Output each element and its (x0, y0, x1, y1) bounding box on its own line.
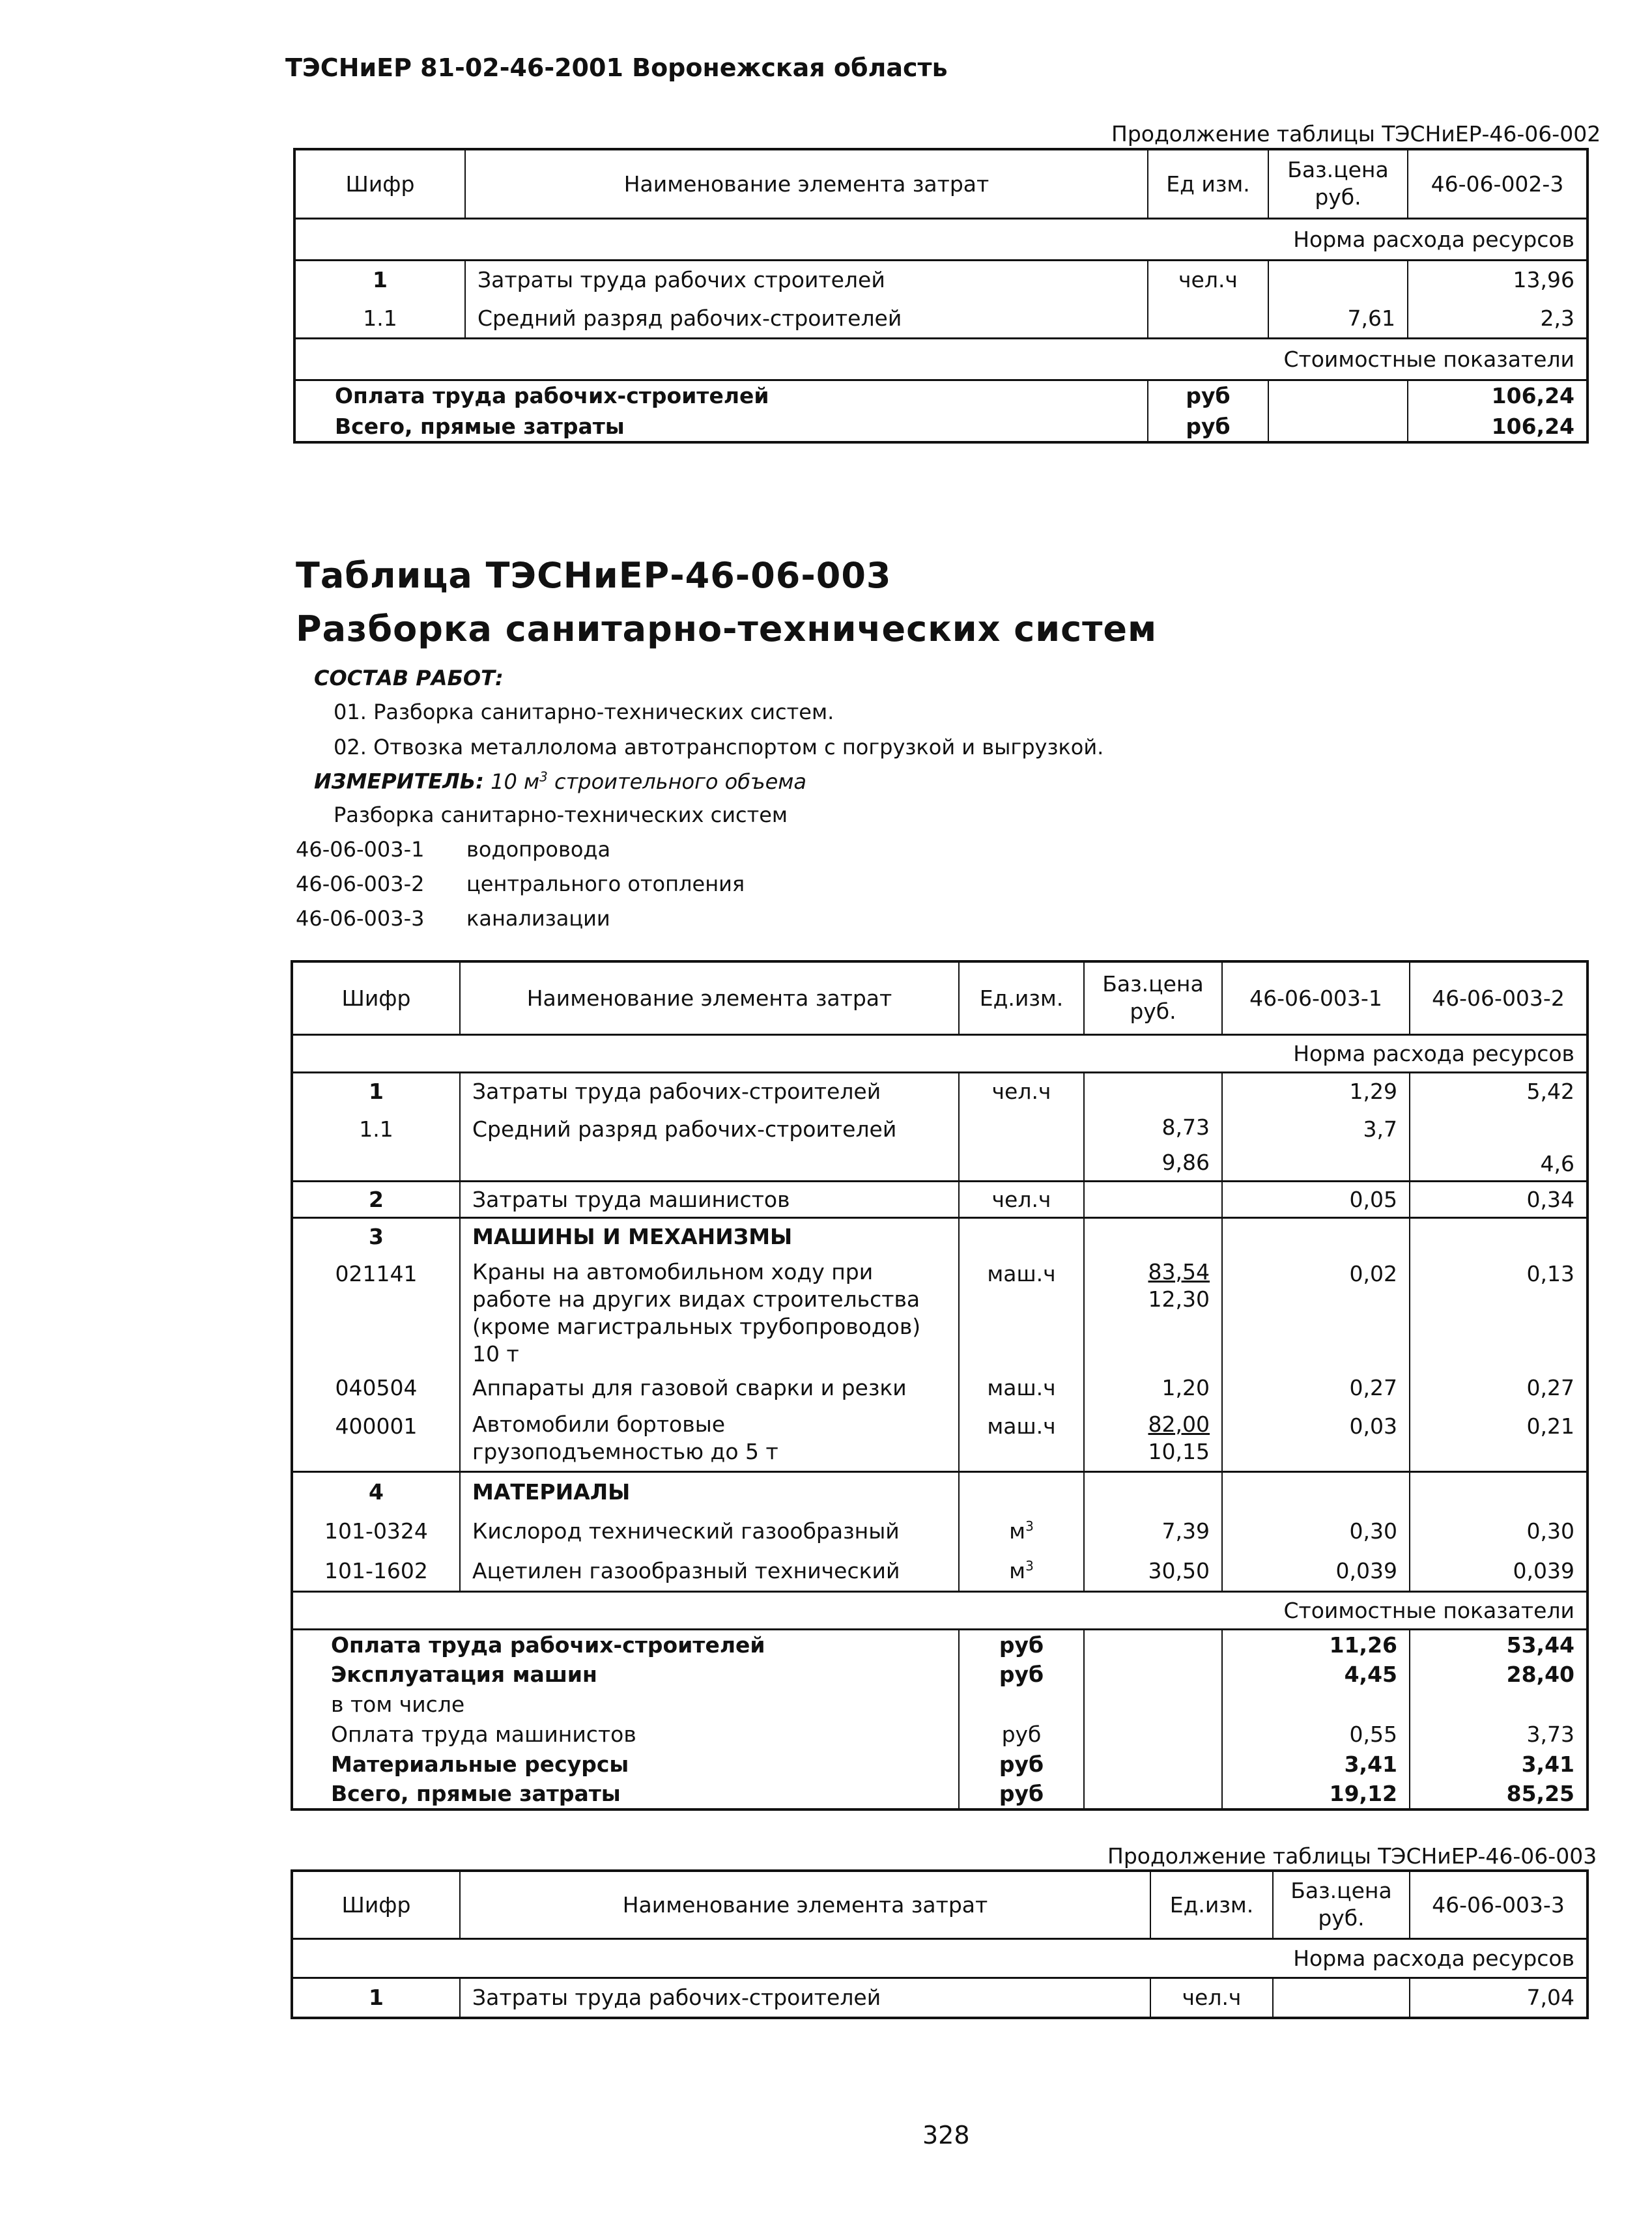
page-header: ТЭСНиЕР 81-02-46-2001 Воронежская область (285, 53, 948, 82)
total-row: Оплата труда машинистов руб 0,55 3,73 (292, 1720, 1588, 1750)
work-item: 01. Разборка санитарно-технических систем. (334, 700, 834, 724)
table-row: 1 Затраты труда рабочих строителей чел.ч 13,96 (294, 260, 1588, 299)
t1-head-price: Баз.цена руб. (1268, 149, 1408, 218)
item-code: 46-06-003-3 (296, 906, 425, 931)
table-row: 101-0324 Кислород технический газообразный $м^3$ 7,39 0,30 0,30 (292, 1511, 1588, 1552)
item-name: центрального отопления (466, 872, 745, 896)
section-subtitle: Разборка санитарно-технических систем (296, 608, 1158, 649)
total-row: Материальные ресурсы руб 3,41 3,41 (292, 1750, 1588, 1780)
t1-head-code: Шифр (345, 171, 415, 197)
item-name: водопровода (466, 837, 611, 862)
t3-head-unit: Ед.изм. (1150, 1871, 1273, 1938)
t3-head-name: Наименование элемента затрат (460, 1871, 1150, 1938)
table-row: 1.1 Средний разряд рабочих-строителей 7,61 2,3 (294, 299, 1588, 338)
item-code: 46-06-003-1 (296, 837, 425, 862)
t1-head-col1: 46-06-002-3 (1408, 149, 1588, 218)
total-row: Оплата труда рабочих-строителей руб 11,26 53,44 (292, 1630, 1588, 1660)
table-row: 101-1602 Ацетилен газообразный технический $м^3$ 30,50 0,039 0,039 (292, 1552, 1588, 1592)
table3-continuation: Продолжение таблицы ТЭСНиЕР-46-06-003 (1107, 1843, 1597, 1869)
t2-head-name: Наименование элемента затрат (460, 961, 959, 1034)
page-number: 328 (922, 2121, 970, 2149)
table-row: 021141 Краны на автомобильном ходу при работе на других видах строительства (кроме магистральных трубопроводов) 10 т маш.ч 83,54 12,30 0,02 0,13 (292, 1255, 1588, 1368)
total-row: Всего, прямые затраты руб 106,24 (294, 411, 1588, 442)
t2-head-price: Баз.цена руб. (1084, 961, 1222, 1034)
t3-head-code: Шифр (341, 1892, 411, 1918)
t1-head-unit: Ед изм. (1148, 149, 1268, 218)
table-row: 040504 Аппараты для газовой сварки и резки маш.ч 1,20 0,27 0,27 (292, 1368, 1588, 1408)
total-row: в том числе (292, 1690, 1588, 1720)
t2-head-col1: 46-06-003-1 (1222, 961, 1410, 1034)
table-row: 1.1 Средний разряд рабочих-строителей 8,73 9,86 3,7 4,6 (292, 1110, 1588, 1182)
table-row: 4 МАТЕРИАЛЫ (292, 1472, 1588, 1511)
t2-section-norm: Норма расхода ресурсов (292, 1034, 1588, 1072)
section-title: Таблица ТЭСНиЕР-46-06-003 (296, 555, 892, 596)
item-name: канализации (466, 906, 610, 931)
sostav-label: СОСТАВ РАБОТ: (314, 666, 504, 690)
t3-head-col1: 46-06-003-3 (1410, 1871, 1588, 1938)
table-row: 1 Затраты труда рабочих-строителей чел.ч 7,04 (292, 1978, 1588, 2018)
t2-head-col2: 46-06-003-2 (1410, 961, 1588, 1034)
total-row: Всего, прямые затраты руб 19,12 85,25 (292, 1780, 1588, 1809)
total-row: Оплата труда рабочих-строителей руб 106,24 (294, 380, 1588, 411)
table-row: 1 Затраты труда рабочих-строителей чел.ч 1,29 5,42 (292, 1072, 1588, 1110)
table-row: 2 Затраты труда машинистов чел.ч 0,05 0,34 (292, 1182, 1588, 1218)
t2-section-cost: Стоимостные показатели (292, 1592, 1588, 1630)
t3-section-norm: Норма расхода ресурсов (292, 1938, 1588, 1978)
table-row: 400001 Автомобили бортовые грузоподъемностью до 5 т маш.ч 82,00 10,15 0,03 0,21 (292, 1408, 1588, 1472)
measure-value: 10 $м^3$ строительного объема (491, 769, 806, 794)
t1-section-cost: Стоимостные показатели (294, 338, 1588, 380)
t2-head-code: Шифр (341, 985, 411, 1011)
table3 (291, 1869, 1589, 2019)
table1-continuation: Продолжение таблицы ТЭСНиЕР-46-06-002 (1111, 121, 1601, 147)
measure-label: ИЗМЕРИТЕЛЬ: (314, 769, 484, 794)
work-item: 02. Отвозка металлолома автотранспортом с погрузкой и выгрузкой. (334, 735, 1104, 759)
group-label: Разборка санитарно-технических систем (334, 802, 788, 827)
table1 (293, 148, 1589, 444)
t1-head-name: Наименование элемента затрат (465, 149, 1148, 218)
item-code: 46-06-003-2 (296, 872, 425, 896)
t2-head-unit: Ед.изм. (959, 961, 1084, 1034)
t1-section-norm: Норма расхода ресурсов (294, 218, 1588, 260)
measure-line (314, 769, 806, 794)
total-row: Эксплуатация машин руб 4,45 28,40 (292, 1660, 1588, 1690)
table2 (291, 960, 1589, 1811)
table-row: 3 МАШИНЫ И МЕХАНИЗМЫ (292, 1218, 1588, 1255)
t3-head-price: Баз.цена руб. (1273, 1871, 1410, 1938)
